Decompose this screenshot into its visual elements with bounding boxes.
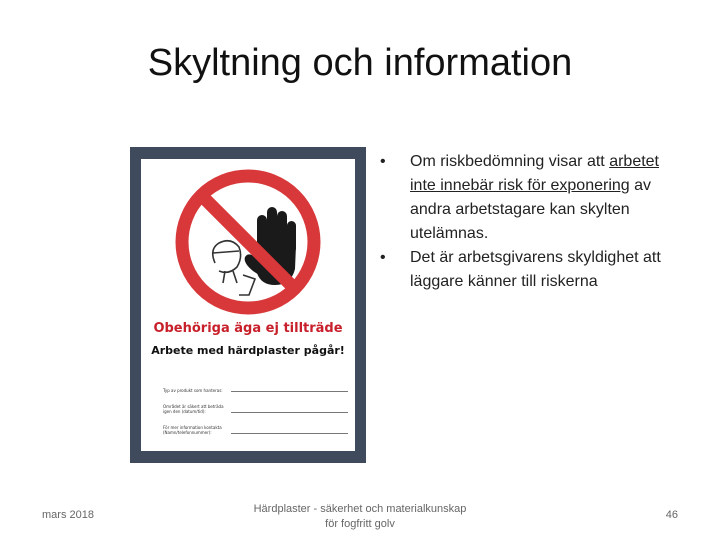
sign-form-row [163,404,348,414]
sign-form-line [231,390,348,392]
footer-date: mars 2018 [42,509,94,521]
sign-form-row [163,425,348,435]
sign-form-label: Området är säkert att beträda igen den (datum/tid): [163,404,224,414]
bullet-dot: • [380,153,386,170]
sign-form-label: För mer information kontakta (Namn/telefonnummer): [163,425,222,435]
footer-title-line-1: Härdplaster - säkerhet och materialkunskap [253,503,467,515]
footer-title [240,502,480,532]
sign-heading: Obehöriga äga ej tillträde [153,321,343,336]
bullet-item [380,246,680,294]
bullet-text-post: av andra arbetstagare kan skylten utelämnas. [410,177,652,242]
sign-panel [141,159,355,451]
warning-sign-image [130,147,366,463]
bullet-text: Det är arbetsgivarens skyldighet att läggare känner till riskerna [410,249,661,290]
bullet-text-pre: Om riskbedömning visar att [410,153,610,170]
prohibition-icon [153,167,343,317]
sign-form-row [163,388,348,393]
sign-form-line [231,432,348,434]
bullet-item [380,150,680,246]
footer-title-line-2: för fogfritt golv [325,518,395,530]
sign-subheading: Arbete med härdplaster pågår! [151,344,345,357]
sign-form-label: Typ av produkt som hanteras: [163,388,223,393]
bullet-dot: • [380,249,386,266]
page-number: 46 [665,509,678,521]
bullet-text-underlined: arbetet inte innebär risk för exponering [410,153,659,194]
sign-form-line [231,411,348,413]
slide-title: Skyltning och information [147,42,573,84]
bullet-list [380,150,680,294]
